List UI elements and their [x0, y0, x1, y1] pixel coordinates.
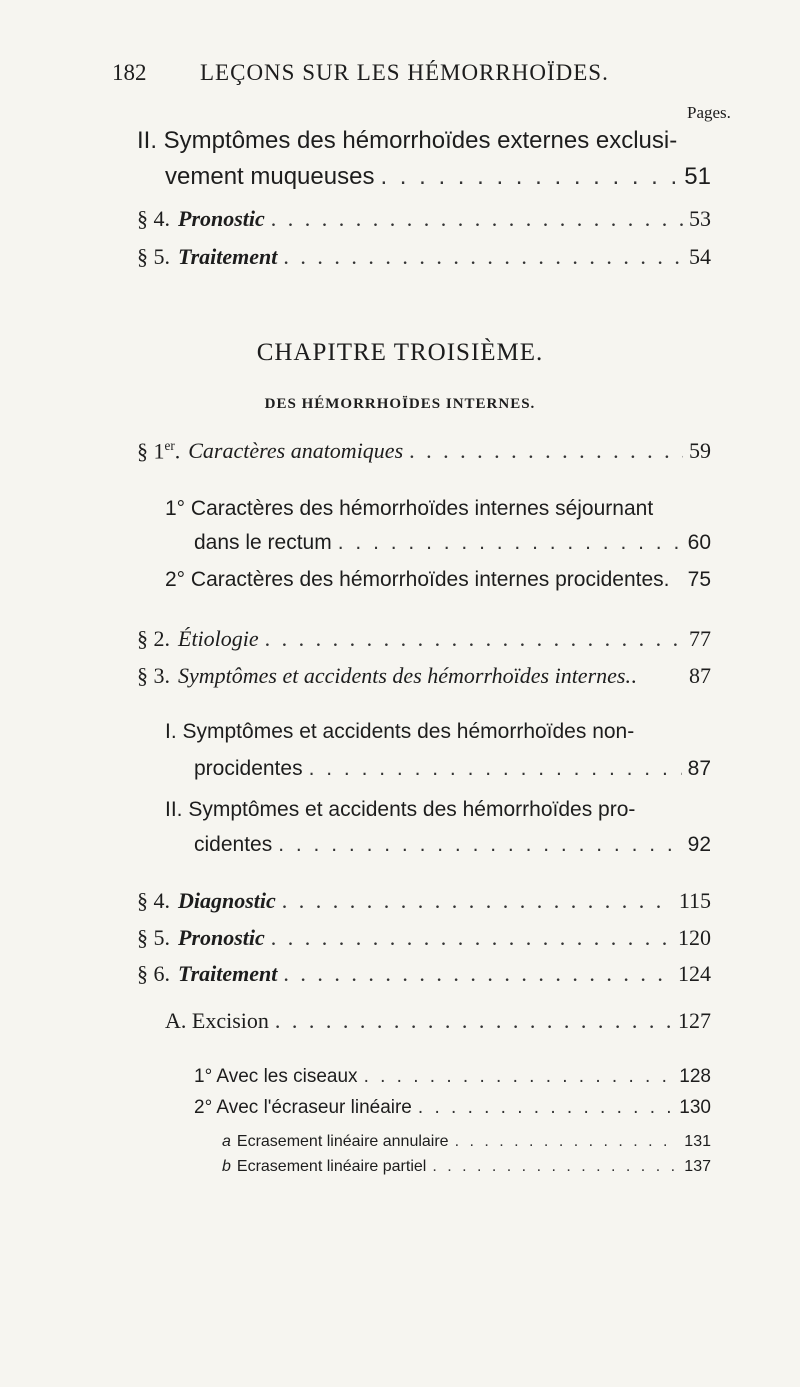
toc-entry-line: I. Symptômes et accidents des hémorrhoïdes non- [165, 720, 635, 743]
toc-entry-title: 2° Avec l'écraseur linéaire [194, 1097, 412, 1118]
toc-entry [137, 244, 711, 270]
toc-page-number: 75 [687, 568, 711, 591]
toc-section-number: § 1er. [137, 438, 181, 464]
dot-leader [283, 961, 672, 987]
toc-entry [165, 568, 711, 592]
toc-entry-title: Traitement [178, 244, 278, 269]
toc-section-number: § 2. [137, 626, 170, 651]
toc-page-number: 87 [689, 663, 711, 688]
toc-page-number: 131 [684, 1133, 711, 1150]
toc-entry: § 3. Symptômes et accidents des hémorrhoïdes internes. . 87 [137, 663, 711, 688]
dot-leader [432, 1158, 678, 1176]
pages-column-label: Pages. [687, 103, 731, 122]
dot-leader [265, 626, 683, 652]
dot-leader [455, 1133, 679, 1151]
running-title: LEÇONS SUR LES HÉMORRHOÏDES. [200, 60, 609, 85]
dot-leader [409, 438, 683, 464]
toc-entry-title: Étiologie [178, 626, 259, 651]
toc-page-number: 51 [684, 163, 711, 190]
toc-page-number: 124 [678, 961, 711, 986]
toc-entry-title: Traitement [178, 961, 278, 986]
dot-leader [275, 1008, 672, 1034]
toc-entry-title: procidentes [194, 757, 303, 780]
toc-entry [194, 1097, 711, 1119]
chapter-subtitle: DES HÉMORRHOÏDES INTERNES. [264, 396, 536, 412]
toc-entry-title: 2° Caractères des hémorrhoïdes internes procidentes. [165, 568, 670, 591]
toc-entry [137, 961, 711, 987]
toc-entry-title: Symptômes et accidents des hémorrhoïdes internes. [178, 663, 631, 688]
toc-entry-letter: a [222, 1133, 231, 1150]
dot-leader [309, 757, 682, 781]
toc-entry-title: dans le rectum [194, 531, 332, 554]
toc-section-number: § 5. [137, 244, 170, 269]
dot-leader [271, 925, 672, 951]
toc-entry-title: Caractères anatomiques [188, 438, 404, 464]
toc-page-number: 87 [687, 757, 711, 780]
toc-section-number: § 3. [137, 663, 170, 688]
toc-entry [137, 925, 711, 951]
toc-entry-line: 1° Caractères des hémorrhoïdes internes séjournant [165, 497, 654, 520]
toc-page-number: 54 [689, 244, 711, 269]
toc-page-number: 77 [689, 626, 711, 651]
toc-entry-title: vement muqueuses [165, 163, 375, 190]
dot-leader [278, 833, 681, 857]
page-header [0, 60, 800, 90]
toc-page-number: 120 [678, 925, 711, 950]
toc-section-number: § 6. [137, 961, 170, 986]
toc-entry [137, 438, 711, 464]
dot-leader [418, 1097, 673, 1119]
toc-section-number: § 4. [137, 888, 170, 913]
toc-entry-title: 1° Avec les ciseaux [194, 1066, 358, 1087]
toc-entry [194, 757, 711, 781]
toc-entry [137, 626, 711, 652]
toc-entry-line: II. Symptômes et accidents des hémorrhoïdes pro- [165, 798, 636, 821]
toc-entry [137, 888, 711, 914]
toc-entry-letter: b [222, 1158, 231, 1175]
toc-section-number: § 5. [137, 925, 170, 950]
dot-leader [282, 888, 673, 914]
toc-entry [165, 163, 711, 191]
toc-entry [194, 833, 711, 857]
toc-entry-title: Ecrasement linéaire annulaire [236, 1133, 449, 1150]
toc-entry-title: A. Excision [165, 1008, 269, 1033]
toc-page-number: 92 [687, 833, 711, 856]
chapter-title: CHAPITRE TROISIÈME. [256, 339, 544, 366]
toc-page-number: 130 [679, 1097, 711, 1118]
toc-entry-title: Pronostic [178, 925, 265, 950]
toc-entry-title: cidentes [194, 833, 273, 856]
toc-entry [165, 1008, 711, 1034]
toc-page-number: 115 [678, 888, 711, 913]
toc-page-number: 53 [689, 206, 711, 231]
dot-leader [271, 206, 683, 232]
toc-entry-title: Ecrasement linéaire partiel [236, 1158, 427, 1175]
dot-leader [283, 244, 683, 270]
toc-page-number: 127 [678, 1008, 711, 1033]
toc-entry [194, 531, 711, 555]
toc-section-number: § 4. [137, 206, 170, 231]
dot-leader [338, 531, 682, 555]
toc-entry-line: II. Symptômes des hémorrhoïdes externes exclusi- [137, 127, 678, 154]
toc-entry [137, 206, 711, 232]
page-number: 182 [112, 60, 147, 85]
dot-leader [364, 1066, 674, 1088]
toc-entry [194, 1066, 711, 1088]
toc-page-number: 59 [689, 438, 711, 464]
toc-page-number: 60 [687, 531, 711, 554]
toc-entry [222, 1133, 711, 1151]
toc-page-number: 137 [684, 1158, 711, 1175]
toc-entry-title: Diagnostic [178, 888, 276, 913]
dot-leader [380, 163, 678, 191]
toc-entry [222, 1158, 711, 1176]
toc-page-number: 128 [679, 1066, 711, 1087]
toc-entry-title: Pronostic [178, 206, 265, 231]
